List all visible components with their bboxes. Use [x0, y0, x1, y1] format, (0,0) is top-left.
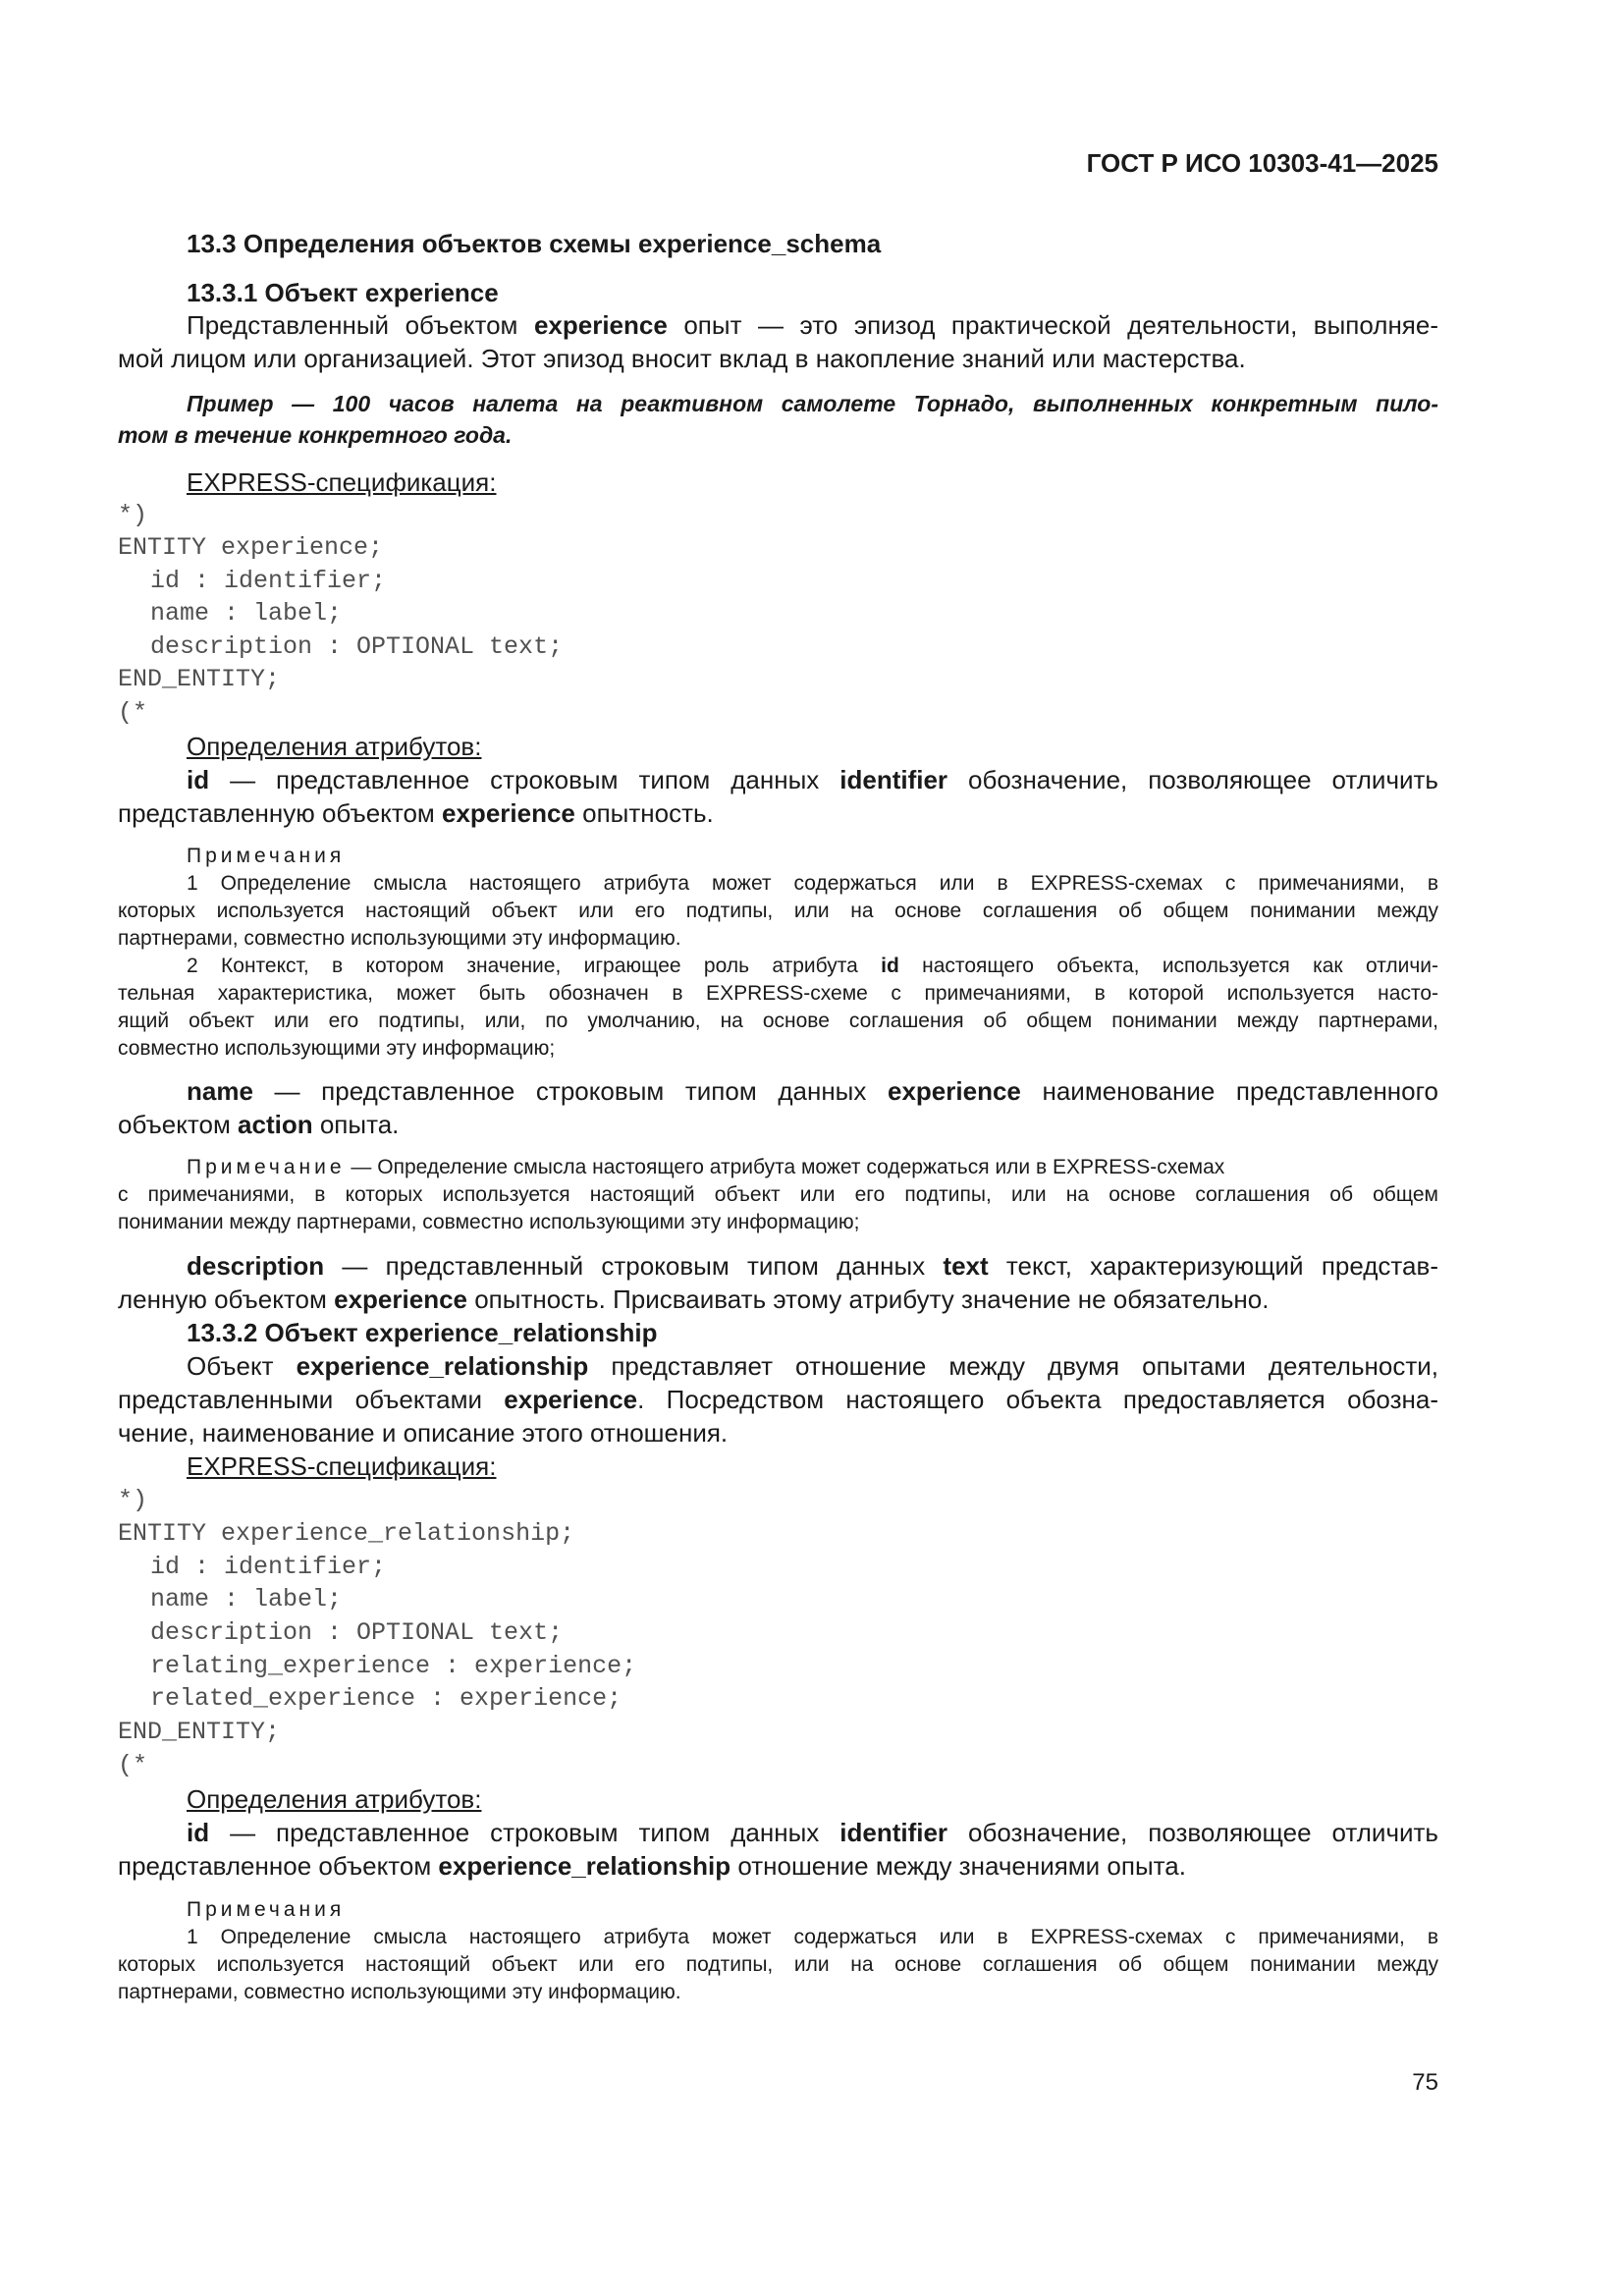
- text-run: Представленный объектом: [187, 310, 534, 340]
- attributes-label: [187, 1783, 1438, 1815]
- code-line: description : OPTIONAL text;: [150, 1618, 564, 1647]
- term-identifier: identifier: [839, 1818, 948, 1847]
- term-experience: experience: [334, 1285, 467, 1314]
- code-line: description : OPTIONAL text;: [150, 632, 564, 661]
- text-run: ленную объектом: [118, 1285, 335, 1314]
- code-line: ENTITY experience_relationship;: [118, 1519, 575, 1548]
- text-run: представляет отношение между двумя опытами деятельности,: [588, 1351, 1438, 1381]
- attribute-def-line: [187, 1075, 1438, 1107]
- attributes-label-text: Определения атрибутов:: [187, 732, 482, 761]
- note-line: понимании между партнерами, совместно использующими эту информацию;: [118, 1211, 860, 1233]
- text-run: опыта.: [312, 1110, 400, 1139]
- text-run: опыт — это эпизод практической деятельности, выполняе-: [667, 310, 1438, 340]
- term-id: id: [187, 1818, 210, 1847]
- attribute-def-line: [118, 797, 1438, 829]
- text-run: 2 Контекст, в котором значение, играющее роль атрибута: [187, 955, 882, 977]
- paragraph-line: [187, 309, 1438, 341]
- term-experience: experience: [888, 1076, 1021, 1106]
- term-experience-relationship: experience_relationship: [438, 1851, 731, 1881]
- note-line: совместно использующими эту информацию;: [118, 1037, 556, 1060]
- note-line: [187, 1154, 1438, 1181]
- text-run: представленными объектами: [118, 1385, 505, 1414]
- section-heading-13-3-1: 13.3.1 Объект experience: [187, 278, 499, 307]
- code-line: (*: [118, 1751, 148, 1779]
- text-run: обозначение, позволяющее отличить: [947, 1818, 1438, 1847]
- text-run: отношение между значениями опыта.: [730, 1851, 1186, 1881]
- text-run: опытность.: [574, 798, 714, 828]
- note-line: 1 Определение смысла настоящего атрибута может содержаться или в EXPRESS-схемах с примечаниями, в: [187, 1926, 1438, 1948]
- attribute-def-line: [118, 1284, 1438, 1315]
- code-line: related_experience : experience;: [150, 1684, 622, 1713]
- notes-label: Примечания: [187, 845, 346, 867]
- term-experience: experience: [504, 1385, 638, 1414]
- attribute-def-line: [187, 1817, 1438, 1848]
- text-run: представленное объектом: [118, 1851, 439, 1881]
- express-spec-label: [187, 1450, 1438, 1482]
- text-run: опытность. Присваивать этому атрибуту значение не обязательно.: [467, 1285, 1270, 1314]
- term-id: id: [187, 765, 210, 794]
- paragraph-line: мой лицом или организацией. Этот эпизод вносит вклад в накопление знаний или мастерства.: [118, 344, 1246, 373]
- text-run: — Определение смысла настоящего атрибута может содержаться или в EXPRESS-схемах: [345, 1156, 1225, 1178]
- text-run: . Посредством настоящего объекта предоставляется обозна-: [637, 1385, 1438, 1414]
- paragraph-line: [118, 1384, 1438, 1415]
- note-line: тельная характеристика, может быть обозначен в EXPRESS-схеме с примечаниями, в которой используется насто-: [118, 982, 1438, 1005]
- code-line: id : identifier;: [150, 567, 387, 595]
- note-line: 1 Определение смысла настоящего атрибута может содержаться или в EXPRESS-схемах с примечаниями, в: [187, 872, 1438, 895]
- code-line: name : label;: [150, 599, 343, 628]
- term-text: text: [943, 1251, 989, 1281]
- text-run: наименование представленного: [1020, 1076, 1438, 1106]
- text-run: — представленный строковым типом данных: [324, 1251, 944, 1281]
- code-line: relating_experience : experience;: [150, 1652, 637, 1680]
- attribute-def-line: [118, 1850, 1438, 1882]
- text-run: текст, характеризующий представ-: [988, 1251, 1438, 1281]
- note-line: партнерами, совместно использующими эту информацию.: [118, 927, 681, 950]
- term-experience: experience: [533, 310, 668, 340]
- attribute-def-line: [118, 1109, 1438, 1140]
- term-id: id: [881, 955, 899, 977]
- text-run: — представленное строковым типом данных: [209, 765, 840, 794]
- attributes-label: [187, 731, 1438, 762]
- note-line: ящий объект или его подтипы, или, по умолчанию, на основе соглашения об общем понимании между партнерами,: [118, 1010, 1438, 1032]
- note-line: которых используется настоящий объект или его подтипы, или на основе соглашения об общем понимании между: [118, 1953, 1438, 1976]
- term-action: action: [238, 1110, 313, 1139]
- text-run: настоящего объекта, используется как отличи-: [898, 955, 1438, 977]
- text-run: — представленное строковым типом данных: [252, 1076, 888, 1106]
- attributes-label-text: Определения атрибутов:: [187, 1784, 482, 1814]
- code-line: END_ENTITY;: [118, 665, 281, 693]
- term-description: description: [187, 1251, 325, 1281]
- example-line: Пример — 100 часов налета на реактивном самолете Торнадо, выполненных конкретным пило-: [187, 391, 1438, 416]
- note-label: Примечание: [187, 1156, 346, 1178]
- attribute-def-line: [187, 764, 1438, 795]
- attribute-def-line: [187, 1250, 1438, 1282]
- text-run: объектом: [118, 1110, 239, 1139]
- paragraph-line: [187, 1350, 1438, 1382]
- note-line: которых используется настоящий объект или его подтипы, или на основе соглашения об общем понимании между: [118, 900, 1438, 922]
- term-experience-relationship: experience_relationship: [296, 1351, 589, 1381]
- note-line: партнерами, совместно использующими эту информацию.: [118, 1981, 681, 2003]
- code-line: *): [118, 1486, 148, 1514]
- term-name: name: [187, 1076, 253, 1106]
- express-spec-label-text: EXPRESS-спецификация:: [187, 1451, 497, 1481]
- note-line: с примечаниями, в которых используется настоящий объект или его подтипы, или на основе соглашения об общем: [118, 1183, 1438, 1206]
- section-heading-13-3-2: 13.3.2 Объект experience_relationship: [187, 1318, 658, 1347]
- note-line: [187, 953, 1438, 980]
- paragraph-line: чение, наименование и описание этого отношения.: [118, 1418, 729, 1448]
- text-run: — представленное строковым типом данных: [209, 1818, 840, 1847]
- text-run: представленную объектом: [118, 798, 443, 828]
- code-line: ENTITY experience;: [118, 533, 384, 562]
- notes-label: Примечания: [187, 1898, 346, 1921]
- term-identifier: identifier: [839, 765, 948, 794]
- code-line: id : identifier;: [150, 1553, 387, 1581]
- page-number: 75: [1412, 2069, 1438, 2096]
- section-heading-13-3: 13.3 Определения объектов схемы experience_schema: [187, 229, 882, 258]
- code-line: END_ENTITY;: [118, 1718, 281, 1746]
- text-run: Объект: [187, 1351, 297, 1381]
- term-experience: experience: [442, 798, 575, 828]
- express-spec-label-text: EXPRESS-спецификация:: [187, 467, 497, 497]
- example-line: том в течение конкретного года.: [118, 422, 513, 448]
- document-header: ГОСТ Р ИСО 10303-41—2025: [1086, 148, 1438, 178]
- text-run: обозначение, позволяющее отличить: [947, 765, 1438, 794]
- code-line: (*: [118, 698, 148, 727]
- code-line: *): [118, 501, 148, 529]
- code-line: name : label;: [150, 1585, 343, 1613]
- express-spec-label: [187, 466, 1438, 498]
